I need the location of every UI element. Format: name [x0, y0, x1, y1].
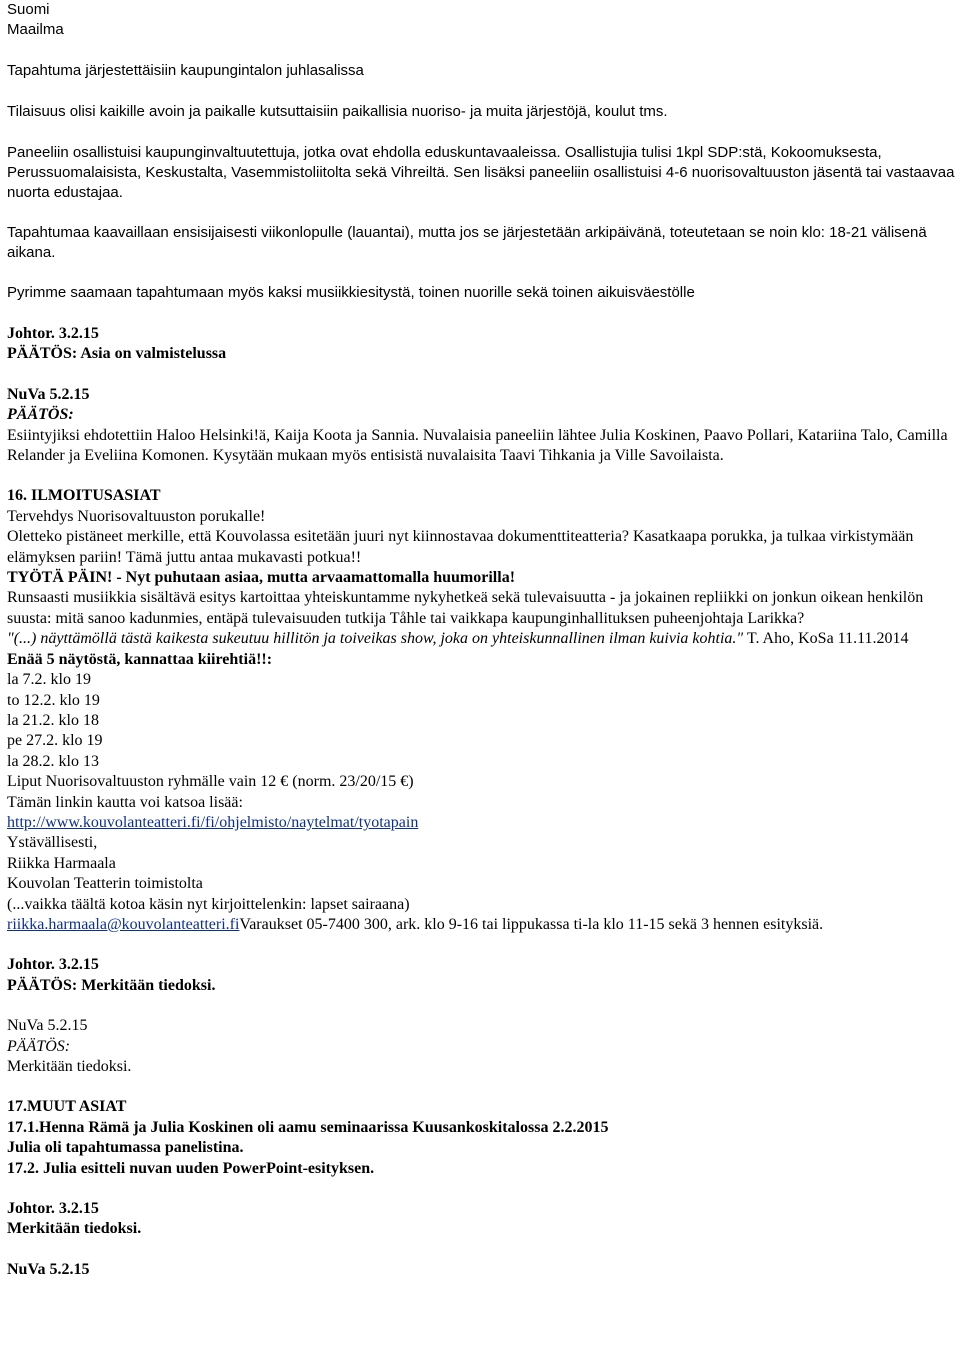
email-link[interactable]: riikka.harmaala@kouvolanteatteri.fi [7, 915, 240, 933]
nuva-decision-text: Esiintyjiksi ehdotettiin Haloo Helsinki!ä, Kaija Koota ja Sannia. Nuvalaisia paneeliin lähtee Julia Koskinen, Paavo Pollari, Katariina Talo, Camilla Relander ja Eveliina Komonen. Kysytään mukaan myös entisistä nuvalaisita Taavi Tihkania ja Ville Savoilaista. [7, 426, 948, 465]
quote-line [7, 629, 955, 649]
nuva-decision-label: PÄÄTÖS: [7, 406, 74, 424]
show-date: la 21.2. klo 18 [7, 711, 99, 729]
johtor-decision-3 [7, 1199, 955, 1240]
nuva-decision-text: Merkitään tiedoksi. [7, 1058, 132, 1075]
nuva-decision-label: PÄÄTÖS: [7, 1037, 71, 1055]
nuva-decision-3 [7, 1260, 955, 1280]
johtor-decision: PÄÄTÖS: Merkitään tiedoksi. [7, 976, 216, 994]
theatre-link[interactable]: http://www.kouvolanteatteri.fi/fi/ohjelmisto/naytelmat/tyotapain [7, 813, 419, 831]
signature-note: (...vaikka täältä kotoa käsin nyt kirjoittelenkin: lapset sairaana) [7, 895, 410, 913]
johtor-date: Johtor. 3.2.15 [7, 325, 99, 342]
event-location: Tapahtuma järjestettäisiin kaupungintalon juhlasalissa [7, 62, 364, 79]
event-section [7, 61, 955, 303]
nuva-date: NuVa 5.2.15 [7, 1017, 88, 1035]
johtor-decision: PÄÄTÖS: Asia on valmistelussa [7, 345, 227, 363]
section-16 [7, 486, 955, 935]
header-line-1: Suomi [7, 1, 50, 18]
header-line-2: Maailma [7, 21, 64, 38]
event-open: Tilaisuus olisi kaikille avoin ja paikalle kutsuttaisiin paikallisia nuoriso- ja muita järjestöjä, koulut tms. [7, 103, 668, 120]
show-date: to 12.2. klo 19 [7, 691, 100, 709]
nuva-decision-2 [7, 1016, 955, 1077]
nuva-decision-1 [7, 385, 955, 467]
contact-line [7, 915, 955, 935]
nuva-date: NuVa 5.2.15 [7, 385, 90, 403]
item: 17.2. Julia esitteli nuvan uuden PowerPoint-esityksen. [7, 1159, 375, 1177]
shows-title: Enää 5 näytöstä, kannattaa kiirehtiä!!: [7, 650, 273, 668]
document-page [7, 0, 955, 1280]
event-schedule: Tapahtumaa kaavaillaan ensisijaisesti viikonlopulle (lauantai), mutta jos se järjestetään arkipäivänä, toteutetaan se noin klo: 18-21 välisenä aikana. [7, 224, 927, 261]
signature-name: Riikka Harmaala [7, 854, 116, 872]
paragraph: Runsaasti musiikkia sisältävä esitys kartoittaa yhteiskuntamme nykyhetkeä sekä tulevaisuutta - ja jokainen repliikki on jonkun oikean henkilön suusta: mitä sanoo kadunmies, entäpä tulevaisuuden tutkija Tåhle tai vaikkapa kaupunginhallituksen puheenjohtaja Larikka? [7, 589, 924, 627]
event-music: Pyrimme saamaan tapahtumaan myös kaksi musiikkiesitystä, toinen nuorille sekä toinen aikuisväestölle [7, 284, 695, 301]
booking-info: Varaukset 05-7400 300, ark. klo 9-16 tai lippukassa ti-la klo 11-15 sekä 3 hennen esityksiä. [239, 915, 824, 933]
johtor-decision-1 [7, 324, 955, 365]
greeting: Tervehdys Nuorisovaltuuston porukalle! [7, 507, 266, 525]
item-detail: Julia oli tapahtumassa panelistina. [7, 1139, 244, 1157]
johtor-decision: Merkitään tiedoksi. [7, 1220, 142, 1238]
quote-source: T. Aho, KoSa 11.11.2014 [743, 630, 909, 648]
show-date: pe 27.2. klo 19 [7, 732, 103, 750]
item: 17.1.Henna Rämä ja Julia Koskinen oli aamu seminaarissa Kuusankoskitalossa 2.2.2015 [7, 1118, 609, 1136]
paragraph: Oletteko pistäneet merkille, että Kouvolassa esitetään juuri nyt kiinnostavaa dokumenttiteatteria? Kasatkaapa porukka, ja tulkaa virkistymään elämyksen pariin! Tämä juttu antaa mukavasti potkua!! [7, 528, 914, 566]
event-panel: Paneeliin osallistuisi kaupunginvaltuutettuja, jotka ovat ehdolla eduskuntavaaleissa. Osallistujia tulisi 1kpl SDP:stä, Kokoomuksesta, Perussuomalaisista, Keskustalta, Vasemmistoliitolta sekä Vihreiltä. Sen lisäksi paneeliin osallistuisi 4-6 nuorisovaltuuston jäsentä tai vastaavaa nuorta edustajaa. [7, 144, 955, 201]
show-date: la 28.2. klo 13 [7, 752, 99, 770]
section-title: 16. ILMOITUSASIAT [7, 487, 161, 505]
nuva-date: NuVa 5.2.15 [7, 1260, 90, 1278]
section-title: 17.MUUT ASIAT [7, 1098, 127, 1116]
johtor-date: Johtor. 3.2.15 [7, 956, 99, 974]
header-block [7, 0, 955, 40]
ticket-info: Liput Nuorisovaltuuston ryhmälle vain 12 € (norm. 23/20/15 €) [7, 773, 414, 791]
johtor-date: Johtor. 3.2.15 [7, 1200, 99, 1218]
link-intro: Tämän linkin kautta voi katsoa lisää: [7, 793, 243, 811]
signature-org: Kouvolan Teatterin toimistolta [7, 875, 203, 893]
johtor-decision-2 [7, 955, 955, 996]
quote: "(...) näyttämöllä tästä kaikesta sukeutuu hillitön ja toiveikas show, joka on yhteiskunnallinen ilman kuivia kohtia." [7, 630, 744, 648]
bold-headline: TYÖTÄ PÄIN! - Nyt puhutaan asiaa, mutta arvaamattomalla huumorilla! [7, 569, 516, 587]
section-17 [7, 1097, 955, 1179]
show-date: la 7.2. klo 19 [7, 671, 91, 689]
regards: Ystävällisesti, [7, 834, 98, 852]
